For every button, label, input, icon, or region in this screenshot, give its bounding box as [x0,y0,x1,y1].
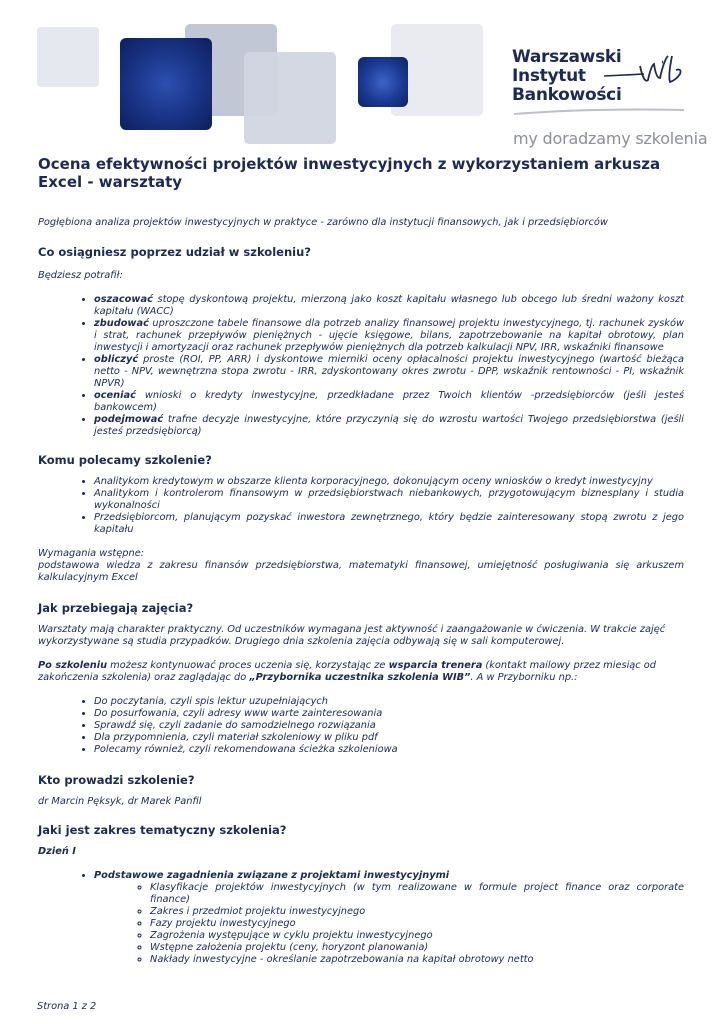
document-body [38,155,684,966]
page-title: Ocena efektywności projektów inwestycyjnych z wykorzystaniem arkusza Excel - warsztaty [38,155,661,191]
list-item: • obliczyć proste (ROI, PP, ARR) i dyskontowe mierniki oceny opłacalności projektu inwestycyjnego (wartość bieżąca netto - NPV, wewnętrzna stopa zwrotu - IRR, zdyskontowany okres zwrotu - DPP, wskaźnik rentowności - PI, wskaźnik NPVR) [94,354,684,390]
decor-square [37,27,99,87]
list-item: ◦ Zagrożenia występujące w cyklu projektu inwestycyjnego [150,930,684,942]
list-item: • Do poczytania, czyli spis lektur uzupełniających [94,696,684,708]
list-item: • Analitykom i kontrolerom finansowym w przedsiębiorstwach niebankowych, przygotowującym biznesplany i studia wykonalności [94,488,684,512]
requirements-text: podstawowa wiedza z zakresu finansów przedsiębiorstwa, matematyki finansowej, umiejętność posługiwania się arkuszem kalkulacyjnym Excel [38,560,684,583]
audience-list [38,476,684,536]
page-number: Strona 1 z 2 [37,1001,97,1012]
list-item: ◦ Wstępne założenia projektu (ceny, horyzont planowania) [150,942,684,954]
heading-scope: Jaki jest zakres tematyczny szkolenia? [38,823,287,837]
gains-list [38,294,684,438]
decor-square-blue [358,57,408,107]
heading-trainers: Kto prowadzi szkolenie? [38,773,195,787]
heading-audience: Komu polecamy szkolenie? [38,453,212,467]
list-item: • Dla przypomnienia, czyli materiał szkoleniowy w pliku pdf [94,732,684,744]
logo-line-1: Warszawski [512,47,622,67]
tagline: my doradzamy szkolenia [513,129,708,148]
list-item: • Przedsiębiorcom, planującym pozyskać inwestora zewnętrznego, który będzie zainteresowany stopą zwrotu z jego kapitału [94,512,684,536]
scope-list [38,870,684,966]
subtitle: Pogłębiona analiza projektów inwestycyjnych w praktyce - zarówno dla instytucji finansowych, jak i przedsiębiorców [38,217,608,228]
gains-intro: Będziesz potrafił: [38,270,123,281]
course-para-1: Warsztaty mają charakter praktyczny. Od uczestników wymagana jest aktywność i zaangażowanie w ćwiczenia. W trakcie zajęć wykorzystywane są studia przypadków. Drugiego dnia szkolenia zajęcia odbywają się w sali komputerowej. [38,624,666,647]
decor-square [244,52,336,144]
day-label: Dzień I [38,846,76,857]
wib-signature-icon [512,48,687,123]
list-item: • podejmować trafne decyzje inwestycyjne, które przyczynią się do wzrostu wartości Twojego przedsiębiorstwa (jeśli jesteś przedsiębiorcą) [94,414,684,438]
list-item: ◦ Zakres i przedmiot projektu inwestycyjnego [150,906,684,918]
list-item: • Polecamy również, czyli rekomendowana ścieżka szkoleniowa [94,744,684,756]
toolkit-list [38,696,684,756]
logo-line-3: Bankowości [512,85,622,105]
list-item: • Do posurfowania, czyli adresy www warte zainteresowania [94,708,684,720]
list-item: • Podstawowe zagadnienia związane z projektami inwestycyjnymi ◦ Klasyfikacje projektów inwestycyjnych (w tym realizowane w formule project finance oraz corporate finance) ◦ Zakres i przedmiot projektu inwestycyjnego ◦ Fazy projektu inwestycyjnego ◦ Zagrożenia występujące w cyklu projektu inwestycyjnego ◦ Wstępne założenia projektu (ceny, horyzont planowania) ◦ Nakłady inwestycyjne - określanie zapotrzebowania na kapitał obrotowy netto [94,870,684,966]
decor-square-blue [120,38,212,130]
list-item: ◦ Fazy projektu inwestycyjnego [150,918,684,930]
list-item: ◦ Klasyfikacje projektów inwestycyjnych (w tym realizowane w formule project finance oraz corporate finance) [150,882,684,906]
list-item: • zbudować uproszczone tabele finansowe dla potrzeb analizy finansowej projektu inwestycyjnego, tj. rachunek zysków i strat, rachunek przepływów pieniężnych - ujęcie księgowe, bilans, zapotrzebowanie na kapitał obrotowy, plan inwestycji i amortyzacji oraz rachunek przepływów pieniężnych dla potrzeb kalkulacji NPV, IRR, wskaźniki finansowe [94,318,684,354]
list-item: • Analitykom kredytowym w obszarze klienta korporacyjnego, dokonującym oceny wniosków o kredyt inwestycyjny [94,476,684,488]
trainer-names: dr Marcin Pęksyk, dr Marek Panfil [38,796,202,807]
scope-sublist [94,882,684,966]
heading-course: Jak przebiegają zajęcia? [38,601,194,615]
logo-line-2: Instytut [512,66,586,86]
list-item: • Sprawdź się, czyli zadanie do samodzielnego rozwiązania [94,720,684,732]
requirements-label: Wymagania wstępne: [38,548,145,559]
course-para-2: Po szkoleniu możesz kontynuować proces uczenia się, korzystając ze wsparcia trenera (kontakt mailowy przez miesiąc od zakończenia szkolenia) oraz zaglądając do „Przybornika uczestnika szkolenia WIB”. A w Przyborniku np.: [38,660,657,683]
wib-logo [512,48,687,123]
heading-gains: Co osiągniesz poprzez udział w szkoleniu? [38,245,311,259]
list-item: • oceniać wnioski o kredyty inwestycyjne, przedkładane przez Twoich klientów -przedsiębiorców (jeśli jesteś bankowcem) [94,390,684,414]
list-item: ◦ Nakłady inwestycyjne - określanie zapotrzebowania na kapitał obrotowy netto [150,954,684,966]
list-item: • oszacować stopę dyskontową projektu, mierzoną jako koszt kapitału własnego lub obcego lub średni ważony koszt kapitału (WACC) [94,294,684,318]
